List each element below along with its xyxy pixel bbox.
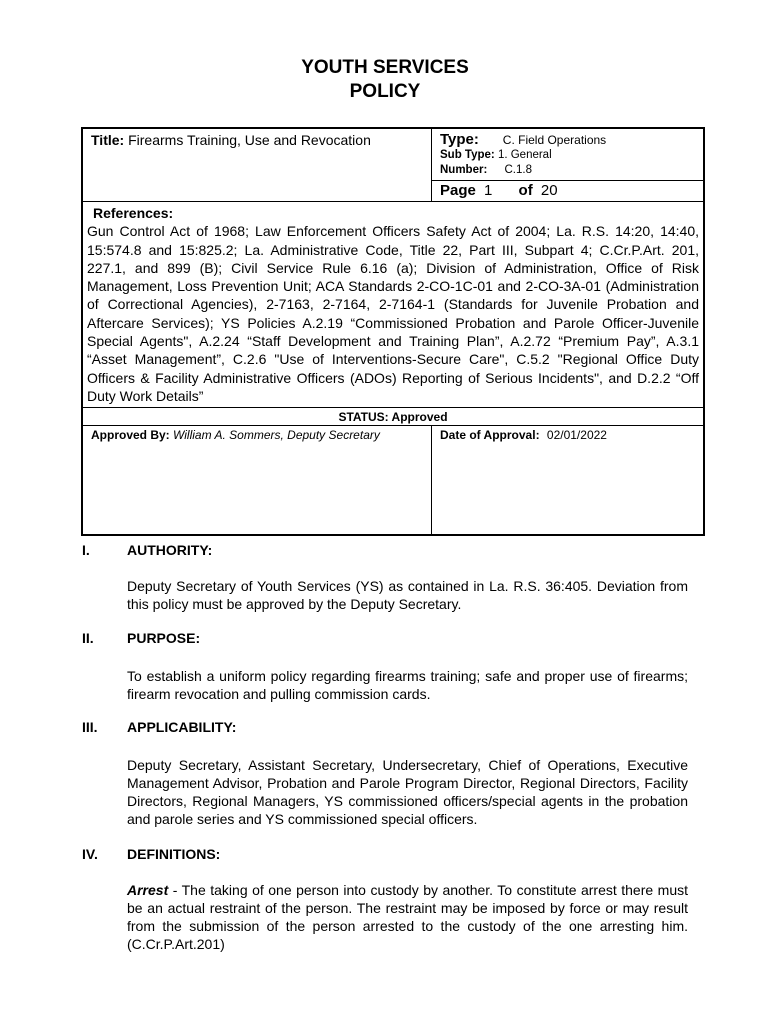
approved-by-value: William A. Sommers, Deputy Secretary — [173, 428, 380, 443]
section-number: III. — [82, 719, 98, 735]
section-number: II. — [82, 630, 94, 646]
references-text: Gun Control Act of 1968; Law Enforcement Officers Safety Act of 2004; La. R.S. 14:20, 14:40, 15:574.8 and 15:825.2; La. Administrative Code, Title 22, Part III, Subpart 4; C.Cr.P.Art. 201, 227.1, and 899 (B); Civil Service Rule 6.16 (a); Division of Administration, Office of Risk Management, Loss Prevention Unit; ACA Standards 2-CO-1C-01 and 2-CO-3A-01 (Administration of Correctional Agencies), 2-7163, 2-7164, 2-7164-1 (Standards for Juvenile Probation and Aftercare Services); YS Policies A.2.19 “Commissioned Probation and Parole Officer-Juvenile Special Agents", A.2.24 “Staff Development and Training Plan”, A.2.72 “Premium Pay”, A.3.1 “Asset Management”, C.2.6 "Use of Interventions-Secure Care", C.5.2 "Regional Office Duty Officers & Facility Administrative Officers (ADOs) Reporting of Serious Incidents", and D.2.2 “Off Duty Work Details” — [87, 223, 699, 404]
title-cell — [82, 128, 432, 202]
section-body: Deputy Secretary of Youth Services (YS) as contained in La. R.S. 36:405. Deviation from this policy must be approved by the Deputy Secretary. — [127, 578, 688, 612]
page-number: 1 — [484, 182, 493, 199]
section-heading: AUTHORITY: — [127, 542, 213, 558]
approved-by-cell — [82, 426, 432, 536]
document-header — [0, 56, 770, 104]
title-label: Title: — [91, 132, 125, 148]
definition-arrest — [127, 881, 688, 953]
approval-date-cell — [432, 426, 705, 536]
approval-date-label: Date of Approval: — [440, 428, 540, 443]
section-body: Deputy Secretary, Assistant Secretary, Undersecretary, Chief of Operations, Executive Management Advisor, Probation and Parole Program Director, Regional Directors, Facility Directors, Regional Managers, YS commissioned officers/special agents in the probation and parole series and YS commissioned special officers. — [127, 757, 688, 827]
policy-metadata-table — [81, 127, 705, 536]
number-label: Number: — [440, 164, 488, 176]
section-heading: APPLICABILITY: — [127, 719, 237, 735]
section-number: I. — [82, 542, 90, 558]
section-body: To establish a uniform policy regarding firearms training; safe and proper use of firearms; firearm revocation and pulling commission cards. — [127, 668, 688, 702]
approved-by-label: Approved By: — [91, 428, 170, 443]
type-cell — [432, 128, 705, 181]
number-value: C.1.8 — [504, 164, 532, 176]
of-label: of — [518, 182, 533, 199]
definition-term: Arrest — [127, 882, 169, 898]
title-value: Firearms Training, Use and Revocation — [128, 132, 371, 148]
subtype-label: Sub Type: — [440, 149, 495, 161]
page-label: Page — [440, 182, 476, 199]
references-label: References: — [93, 205, 174, 221]
approval-date-value: 02/01/2022 — [546, 428, 607, 443]
header-line-1: YOUTH SERVICES — [301, 57, 469, 78]
status-cell: STATUS: Approved — [82, 408, 704, 426]
page-cell — [432, 181, 705, 202]
definition-text: - The taking of one person into custody by another. To constitute arrest there must be an actual restraint of the person. The restraint may be imposed by force or may result from the submission of the person arrested to the custody of the one arresting him. (C.Cr.P.Art.201) — [127, 882, 688, 952]
page-total: 20 — [540, 182, 558, 199]
subtype-value: 1. General — [497, 149, 552, 161]
type-label: Type: — [440, 131, 479, 148]
references-cell — [82, 202, 704, 408]
header-line-2: POLICY — [349, 81, 421, 102]
section-number: IV. — [82, 846, 98, 862]
type-value: C. Field Operations — [502, 133, 607, 147]
section-heading: DEFINITIONS: — [127, 846, 221, 862]
section-heading: PURPOSE: — [127, 630, 201, 646]
